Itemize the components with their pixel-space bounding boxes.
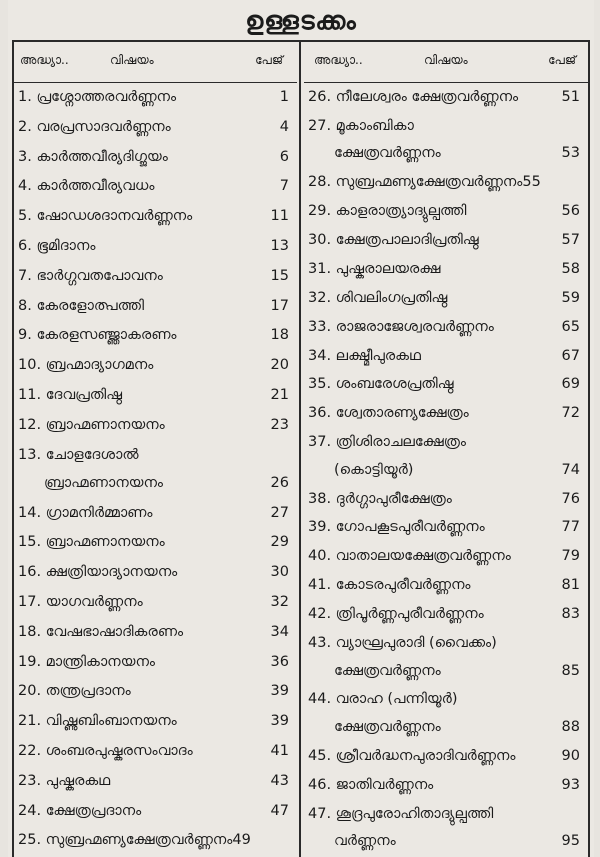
toc-entry (304, 428, 588, 484)
entry-page-number: 77 (561, 519, 580, 536)
toc-entry (14, 232, 297, 262)
entry-page-number: 72 (561, 405, 580, 422)
right-header (304, 44, 588, 83)
entry-page-number: 36 (270, 653, 289, 670)
entry-title: 30. ക്ഷേത്രപാലാദിപ്രതിഷ്ഠ (308, 232, 479, 249)
toc-entry (14, 411, 297, 441)
toc-entry (304, 284, 588, 313)
entry-title-continued: ക്ഷേത്രവർണ്ണനം (334, 662, 441, 679)
entry-title: 18. വേഷഭാഷാദികരണം (18, 623, 184, 640)
toc-entry (14, 381, 297, 411)
toc-entry (14, 558, 297, 588)
toc-entry (304, 112, 588, 168)
page-title: ഉള്ളടക്കം (245, 6, 357, 35)
entry-page-number: 6 (279, 148, 289, 165)
toc-entry (14, 321, 297, 351)
toc-entry (304, 571, 588, 600)
entry-title: 36. ശ്വേതാരണ്യക്ഷേത്രം (308, 405, 469, 422)
entry-page-number: 59 (561, 289, 580, 306)
toc-entry (304, 370, 588, 399)
toc-entry (14, 618, 297, 648)
entry-page-number: 69 (561, 376, 580, 393)
entry-page-number: 27 (270, 504, 289, 521)
entry-title: 23. പുഷ്കരകഥ (18, 772, 111, 789)
entry-page-number: 58 (561, 260, 580, 277)
entry-page-number: 4 (279, 118, 289, 135)
entry-title: 3. കാർത്തവീര്യദിഗ്ജയം (18, 148, 168, 165)
entry-title-continued: വർണ്ണനം (334, 832, 396, 849)
entry-page-number: 29 (270, 534, 289, 551)
entry-title: 12. ബ്രാഹ്മണാനയനം (18, 416, 165, 433)
toc-entry (304, 742, 588, 771)
entry-page-number: 26 (270, 474, 289, 491)
column-divider (299, 40, 301, 857)
table-top-border (12, 40, 590, 42)
entry-title: 46. ജാതിവർണ്ണനം (308, 776, 434, 793)
toc-entry (14, 588, 297, 618)
entry-title: 9. കേരളസഞ്ജ്ഞാകരണം (18, 327, 177, 344)
entry-title-continued: ക്ഷേത്രവർണ്ണനം (334, 145, 441, 162)
entry-title: 32. ശിവലിംഗപ്രതിഷ്ഠ (308, 289, 448, 306)
entry-page-number: 56 (561, 203, 580, 220)
entry-page-number: 74 (561, 461, 580, 478)
toc-entry (304, 313, 588, 342)
entry-page-number: 79 (561, 548, 580, 565)
entry-page-number: 11 (270, 208, 289, 225)
subject-header: വിഷയം (424, 53, 468, 67)
toc-entry (304, 771, 588, 800)
entry-title: 16. ക്ഷത്രിയാദ്യാനയനം (18, 564, 178, 581)
toc-entry (304, 513, 588, 542)
subject-header: വിഷയം (110, 53, 154, 67)
left-header (14, 44, 297, 83)
entry-page-number: 57 (561, 232, 580, 249)
entry-page-number: 76 (561, 490, 580, 507)
entry-title: 13. ചോളദേശാൽ (18, 446, 139, 463)
entry-page-number: 88 (561, 718, 580, 735)
toc-entry (14, 499, 297, 529)
entry-page-number: 41 (270, 743, 289, 760)
entry-title: 11. ദേവപ്രതിഷ്ഠ (18, 386, 123, 403)
table-right-border (588, 40, 590, 857)
toc-entry (304, 399, 588, 428)
entry-title: 45. ശ്രീവർദ്ധനപുരാദിവർണ്ണനം (308, 747, 516, 764)
entry-title: 17. യാഗവർണ്ണനം (18, 594, 143, 611)
toc-entry (304, 485, 588, 514)
toc-page (8, 0, 594, 857)
toc-entry (14, 113, 297, 143)
entry-title: 6. ഭൂമിദാനം (18, 237, 96, 254)
entry-title: 47. ശൂദ്രപുരോഹിതാദ്യുല്പത്തി (308, 805, 494, 822)
entry-page-number: 18 (270, 327, 289, 344)
entry-title: 20. തന്ത്രപ്രദാനം (18, 683, 131, 700)
entry-page-number: 21 (270, 386, 289, 403)
entry-title-continued: ക്ഷേത്രവർണ്ണനം (334, 718, 441, 735)
chapter-header: അദ്ധ്യാ.. (20, 53, 69, 67)
entry-title: 25. സുബ്രഹ്മണ്യക്ഷേത്രവർണ്ണനം49 (18, 832, 251, 849)
toc-entry (14, 737, 297, 767)
entry-title: 37. ത്രിശിരാചലക്ഷേത്രം (308, 434, 466, 451)
left-entry-list (14, 83, 297, 856)
entry-page-number: 13 (270, 237, 289, 254)
entry-page-number: 32 (270, 594, 289, 611)
entry-page-number: 34 (270, 623, 289, 640)
toc-entry (304, 800, 588, 856)
entry-title: 41. കോടരപുരീവർണ്ണനം (308, 577, 471, 594)
toc-entry (14, 83, 297, 113)
toc-entry (14, 677, 297, 707)
entry-page-number: 30 (270, 564, 289, 581)
toc-entry (14, 143, 297, 173)
toc-entry (304, 197, 588, 226)
right-entry-list (304, 83, 588, 856)
entry-title-continued: ബ്രാഹ്മണാനയനം (44, 474, 164, 491)
entry-page-number: 83 (561, 606, 580, 623)
page-header: പേജ് (255, 53, 283, 67)
entry-page-number: 43 (270, 772, 289, 789)
toc-entry (14, 292, 297, 322)
toc-entry (14, 648, 297, 678)
entry-title: 38. ദുർഗ്ഗാപുരീക്ഷേത്രം (308, 490, 452, 507)
entry-title: 27. മൂകാംബികാ (308, 117, 414, 134)
entry-title: 43. വ്യാഘ്രപുരാദി (വൈക്കം) (308, 635, 497, 652)
entry-title: 26. നീലേശ്വരം ക്ഷേത്രവർണ്ണനം (308, 89, 519, 105)
entry-title: 40. വാതാലയക്ഷേത്രവർണ്ണനം (308, 548, 511, 565)
toc-entry (304, 629, 588, 685)
entry-page-number: 85 (561, 662, 580, 679)
entry-page-number: 51 (561, 89, 580, 105)
toc-entry (14, 528, 297, 558)
toc-entry (14, 797, 297, 827)
toc-entry (304, 542, 588, 571)
entry-title: 29. കാളരാത്ര്യാദ്യുല്പത്തി (308, 203, 467, 220)
right-column (304, 44, 588, 856)
entry-title: 39. ഗോപകൂടപുരീവർണ്ണനം (308, 519, 485, 536)
entry-title: 10. ബ്രഹ്മാദ്യാഗമനം (18, 357, 154, 374)
entry-page-number: 93 (561, 776, 580, 793)
page-header: പേജ് (548, 53, 576, 67)
toc-entry (14, 707, 297, 737)
toc-entry (14, 172, 297, 202)
entry-page-number: 53 (561, 145, 580, 162)
toc-entry (304, 168, 588, 197)
toc-entry (304, 342, 588, 371)
entry-title: 8. കേരളോത്പത്തി (18, 297, 144, 314)
entry-title: 34. ലക്ഷ്മീപുരകഥ (308, 347, 421, 364)
entry-title: 19. മാന്ത്രികാനയനം (18, 653, 155, 670)
toc-entry (14, 262, 297, 292)
entry-page-number: 47 (270, 802, 289, 819)
toc-entry (14, 351, 297, 381)
entry-title: 21. വിഷ്ണുബിംബാനയനം (18, 713, 177, 730)
entry-page-number: 7 (279, 178, 289, 195)
entry-title: 14. ഗ്രാമനിർമ്മാണം (18, 504, 153, 521)
toc-entry (14, 441, 297, 499)
entry-page-number: 20 (270, 357, 289, 374)
toc-entry (304, 83, 588, 112)
entry-title: 35. ശംബരേശപ്രതിഷ്ഠ (308, 376, 454, 393)
toc-entry (304, 255, 588, 284)
toc-entry (304, 226, 588, 255)
entry-page-number: 15 (270, 267, 289, 284)
entry-title: 33. രാജരാജേശ്വരവർണ്ണനം (308, 318, 494, 335)
toc-entry (14, 826, 297, 856)
entry-page-number: 65 (561, 318, 580, 335)
entry-title: 28. സുബ്രഹ്മണ്യക്ഷേത്രവർണ്ണനം55 (308, 174, 541, 191)
entry-title: 42. ത്രിപൂർണ്ണപുരീവർണ്ണനം (308, 606, 484, 623)
entry-page-number: 23 (270, 416, 289, 433)
entry-title: 22. ശംബരപുഷ്കരസംവാദം (18, 743, 193, 760)
entry-title-continued: (കൊട്ടിയൂർ) (334, 461, 414, 478)
entry-title: 15. ബ്രാഹ്മണാനയനം (18, 534, 165, 551)
left-column (14, 44, 297, 856)
entry-page-number: 17 (270, 297, 289, 314)
entry-page-number: 90 (561, 747, 580, 764)
entry-title: 1. പ്രശ്നോത്തരവർണ്ണനം (18, 89, 177, 105)
toc-entry (14, 767, 297, 797)
entry-page-number: 39 (270, 713, 289, 730)
entry-title: 7. ഭാർഗ്ഗവതപോവനം (18, 267, 163, 284)
toc-entry (304, 600, 588, 629)
entry-title: 4. കാർത്തവീര്യവധം (18, 178, 155, 195)
entry-page-number: 67 (561, 347, 580, 364)
entry-title: 31. പുഷ്കരാലയരക്ഷ (308, 260, 441, 277)
entry-page-number: 39 (270, 683, 289, 700)
entry-title: 44. വരാഹ (പന്നിയൂർ) (308, 691, 458, 708)
toc-entry (304, 685, 588, 741)
entry-title: 24. ക്ഷേത്രപ്രദാനം (18, 802, 142, 819)
entry-title: 2. വരപ്രസാദവർണ്ണനം (18, 118, 171, 135)
entry-page-number: 95 (561, 832, 580, 849)
entry-title: 5. ഷോഡശദാനവർണ്ണനം (18, 208, 193, 225)
entry-page-number: 81 (561, 577, 580, 594)
toc-entry (14, 202, 297, 232)
chapter-header: അദ്ധ്യാ.. (314, 53, 363, 67)
entry-page-number: 1 (279, 89, 289, 105)
